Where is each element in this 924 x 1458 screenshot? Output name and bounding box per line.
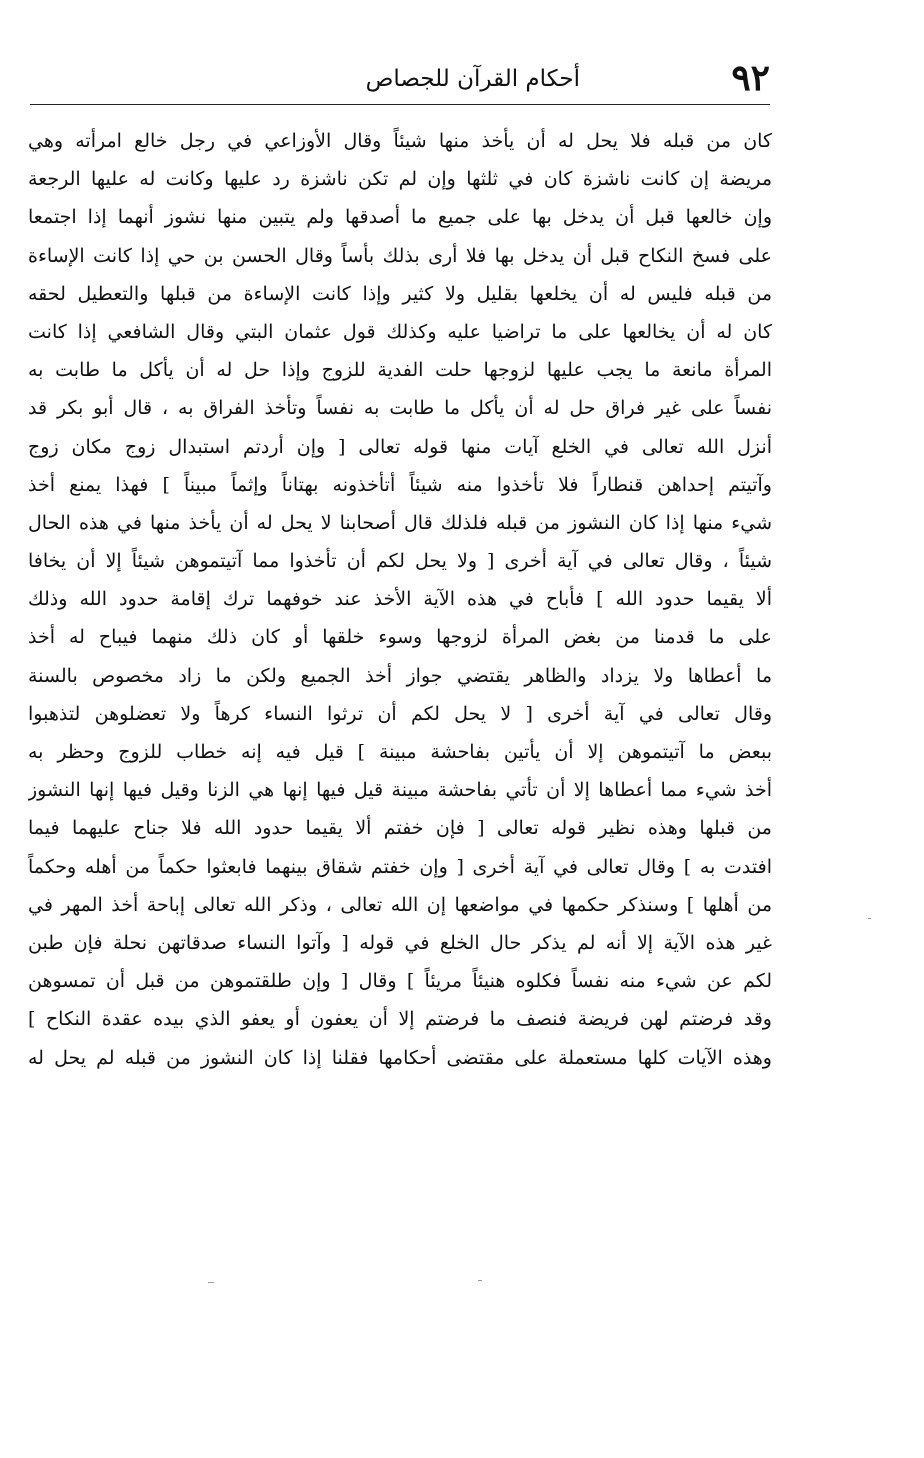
header-rule	[30, 104, 770, 105]
text-line: وإن خالعها قبل أن يدخل بها على جميع ما أصدقها ولم يتبين منها نشوز أنهما إذا اجتمعا	[28, 206, 772, 229]
text-line: مريضة إن كانت ناشزة كان في ثلثها وإن لم تكن ناشزة رد عليها وكانت له عليها الرجعة	[28, 168, 772, 191]
text-line: على فسخ النكاح قبل أن يدخل بها فلا أرى بذلك بأساً وقال الحسن بن حي إذا كانت الإساءة	[28, 244, 772, 267]
text-line: ما أعطاها ولا يزداد والظاهر يقتضي جواز أخذ الجميع ولكن ما زاد مخصوص بالسنة	[28, 664, 772, 687]
body-text	[28, 122, 772, 1077]
text-line: كان له أن يخالعها على ما تراضيا عليه وكذلك قول عثمان البتي وقال الشافعي إذا كانت	[28, 320, 772, 343]
text-line: شيئاً ، وقال تعالى في آية أخرى [ ولا يحل لكم أن تأخذوا مما آتيتموهن شيئاً إلا أن يخافا	[28, 550, 772, 573]
text-line: ببعض ما آتيتموهن إلا أن يأتين بفاحشة مبينة ] قيل فيه إنه خطاب للزوج وحظر به	[28, 741, 772, 763]
text-line: ألا يقيما حدود الله ] فأباح في هذه الآية الأخذ عند خوفهما ترك إقامة حدود الله وذلك	[28, 588, 772, 611]
text-line: على ما قدمنا من بغض المرأة لزوجها وسوء خلقها أو كان ذلك منهما فيباح له أخذ	[28, 626, 772, 649]
text-line: وقال تعالى في آية أخرى [ لا يحل لكم أن ترثوا النساء كرهاً ولا تعضلوهن لتذهبوا	[28, 702, 772, 725]
text-line: وآتيتم إحداهن قنطاراً فلا تأخذوا منه شيئاً أتأخذونه بهتاناً وإثماً مبيناً ] فهذا يمنع أخذ	[28, 473, 772, 496]
text-line: من قبلها وهذه نظير قوله تعالى [ فإن خفتم ألا يقيما حدود الله فلا جناح عليهما فيما	[28, 817, 772, 840]
text-line: من أهلها ] وسنذكر حكمها في مواضعها إن الله تعالى ، وذكر الله تعالى إباحة أخذ المهر في	[28, 893, 772, 916]
text-line: كان من قبله فلا يحل له أن يأخذ منها شيئاً وقال الأوزاعي في رجل خالع امرأته وهي	[28, 130, 772, 152]
page-header	[30, 44, 770, 106]
text-line: لكم عن شيء منه نفساً فكلوه هنيئاً مريئاً ] وقال [ وإن طلقتموهن من قبل أن تمسوهن	[28, 970, 772, 993]
scan-speck	[208, 1282, 214, 1283]
text-line: غير هذه الآية إلا أنه لم يذكر حال الخلع في قوله [ وآتوا النساء صدقاتهن نحلة فإن طبن	[28, 931, 772, 954]
text-line: من قبله فليس له أن يخلعها بقليل ولا كثير وإذا كانت الإساءة من قبلها والتعطيل لحقه	[28, 282, 772, 305]
scan-speck	[868, 918, 871, 919]
running-title: أحكام القرآن للجصاص	[365, 66, 580, 92]
scan-speck	[478, 1280, 482, 1281]
text-line: المرأة مانعة ما يجب عليها لزوجها حلت الفدية للزوج وإذا حل له أن يأكل ما طابت به	[28, 359, 772, 382]
text-line: أنزل الله تعالى في الخلع آيات منها قوله تعالى [ وإن أردتم استبدال زوج مكان زوج	[28, 435, 772, 458]
text-line: وهذه الآيات كلها مستعملة على مقتضى أحكامها فقلنا إذا كان النشوز من قبله لم يحل له	[28, 1046, 772, 1069]
text-line: وقد فرضتم لهن فريضة فنصف ما فرضتم إلا أن يعفون أو يعفو الذي بيده عقدة النكاح ]	[28, 1008, 772, 1031]
text-line: افتدت به ] وقال تعالى في آية أخرى [ وإن خفتم شقاق بينهما فابعثوا حكماً من أهله وحكماً	[28, 855, 772, 878]
text-line: شيء منها إذا كان النشوز من قبله فلذلك قال أصحابنا لا يحل له أن يأخذ منها في هذه الحال	[28, 511, 772, 534]
page-number: ٩٢	[731, 57, 770, 99]
text-line: نفساً على غير فراق حل له أن يأكل ما طابت به نفساً وتأخذ الفراق به ، قال أبو بكر قد	[28, 397, 772, 420]
text-line: أخذ شيء مما أعطاها إلا أن تأتي بفاحشة مبينة قيل فيها إنها هي الزنا وقيل فيها إنها النشوز	[28, 779, 772, 802]
